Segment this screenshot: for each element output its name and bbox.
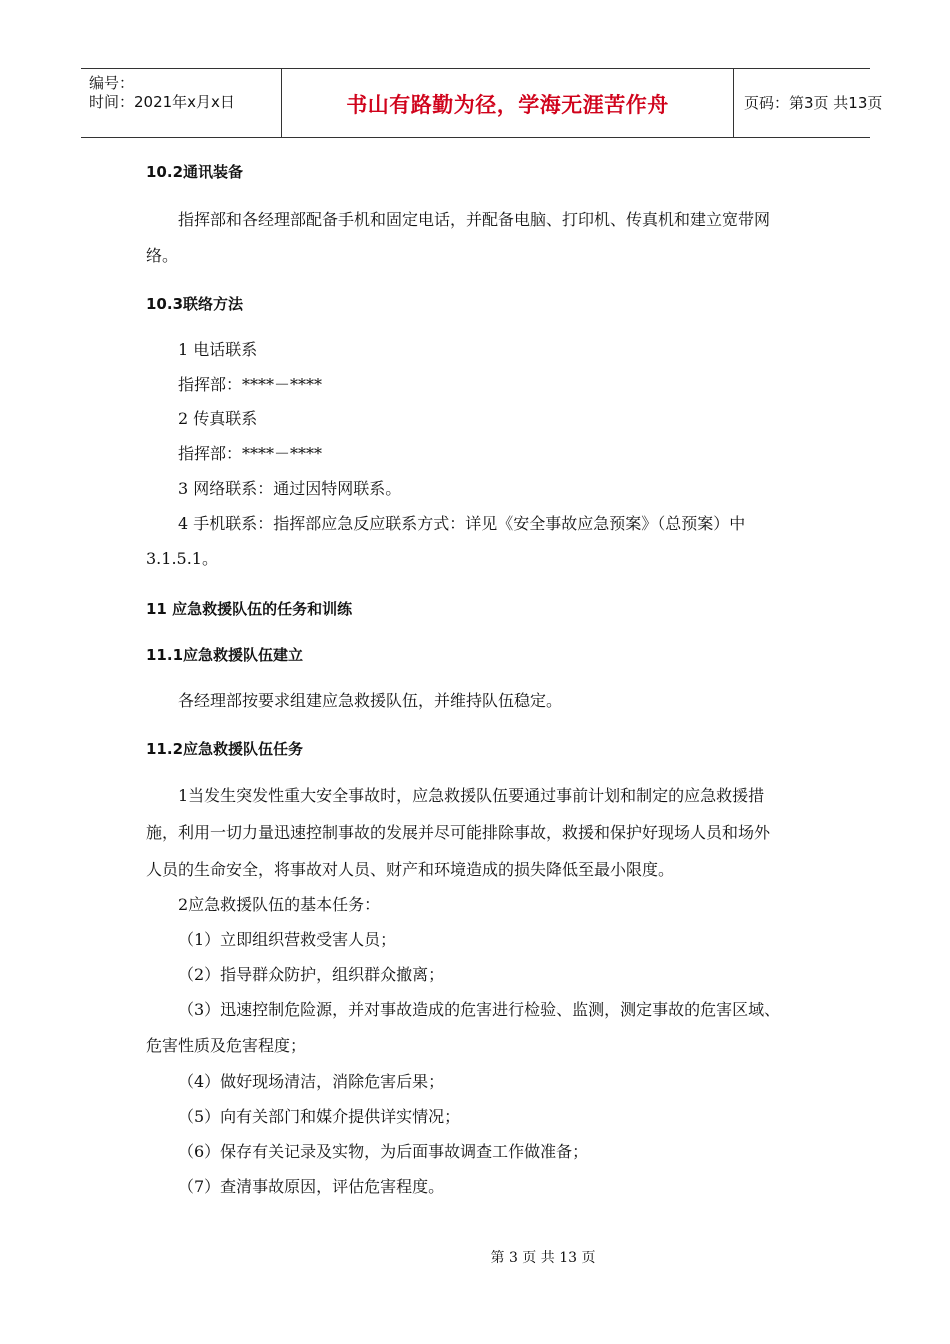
section-heading: 10.3联络方法	[146, 295, 244, 313]
paragraph-line: 指挥部和各经理部配备手机和固定电话，并配备电脑、打印机、传真机和建立宽带网	[178, 210, 771, 229]
contact-item: 3 网络联系：通过因特网联系。	[178, 479, 402, 498]
header-right-cell	[734, 69, 883, 137]
paragraph-line: 施，利用一切力量迅速控制事故的发展并尽可能排除事故，救援和保护好现场人员和场外	[146, 823, 771, 842]
list-item: （4）做好现场清洁，消除危害后果；	[178, 1072, 445, 1091]
section-heading: 11 应急救援队伍的任务和训练	[146, 600, 353, 618]
section-heading: 11.1应急救援队伍建立	[146, 646, 304, 664]
paragraph-line: 络。	[146, 246, 179, 265]
list-item: （1）立即组织营救受害人员；	[178, 930, 397, 949]
list-item: （2）指导群众防护，组织群众撤离；	[178, 965, 445, 984]
contact-value: 指挥部：****－****	[178, 444, 323, 463]
list-item: （3）迅速控制危险源，并对事故造成的危害进行检验、监测，测定事故的危害区域、	[178, 1000, 781, 1019]
document-number-label: 编号：	[89, 74, 135, 92]
list-item: （6）保存有关记录及实物，为后面事故调查工作做准备；	[178, 1142, 589, 1161]
paragraph-line: 2应急救援队伍的基本任务：	[178, 895, 381, 914]
paragraph-line: 人员的生命安全，将事故对人员、财产和环境造成的损失降低至最小限度。	[146, 860, 675, 879]
section-heading: 10.2通讯装备	[146, 163, 244, 181]
paragraph-line: 各经理部按要求组建应急救援队伍，并维持队伍稳定。	[178, 691, 563, 710]
contact-item: 4 手机联系：指挥部应急反应联系方式：详见《安全事故应急预案》（总预案）中	[178, 514, 746, 533]
contact-item: 2 传真联系	[178, 409, 258, 428]
paragraph-line: 1当发生突发性重大安全事故时，应急救援队伍要通过事前计划和制定的应急救援措	[178, 786, 765, 805]
page-footer	[0, 1247, 950, 1267]
list-item: （5）向有关部门和媒介提供详实情况；	[178, 1107, 461, 1126]
header-motto: 书山有路勤为径，学海无涯苦作舟	[346, 93, 669, 117]
document-date-label: 时间：2021年x月x日	[89, 93, 235, 111]
contact-value: 指挥部：****－****	[178, 375, 323, 394]
header-left-cell	[81, 69, 281, 137]
page-header	[81, 68, 883, 138]
list-item: （7）查清事故原因，评估危害程度。	[178, 1177, 445, 1196]
footer-page-number: 第 3 页 共 13 页	[490, 1250, 596, 1266]
contact-item: 1 电话联系	[178, 340, 258, 359]
header-page-info: 页码：第3页 共13页	[744, 94, 883, 112]
paragraph-line: 危害性质及危害程度；	[146, 1036, 307, 1055]
header-motto-cell	[281, 69, 734, 137]
section-heading: 11.2应急救援队伍任务	[146, 740, 304, 758]
paragraph-line: 3.1.5.1。	[146, 549, 218, 568]
